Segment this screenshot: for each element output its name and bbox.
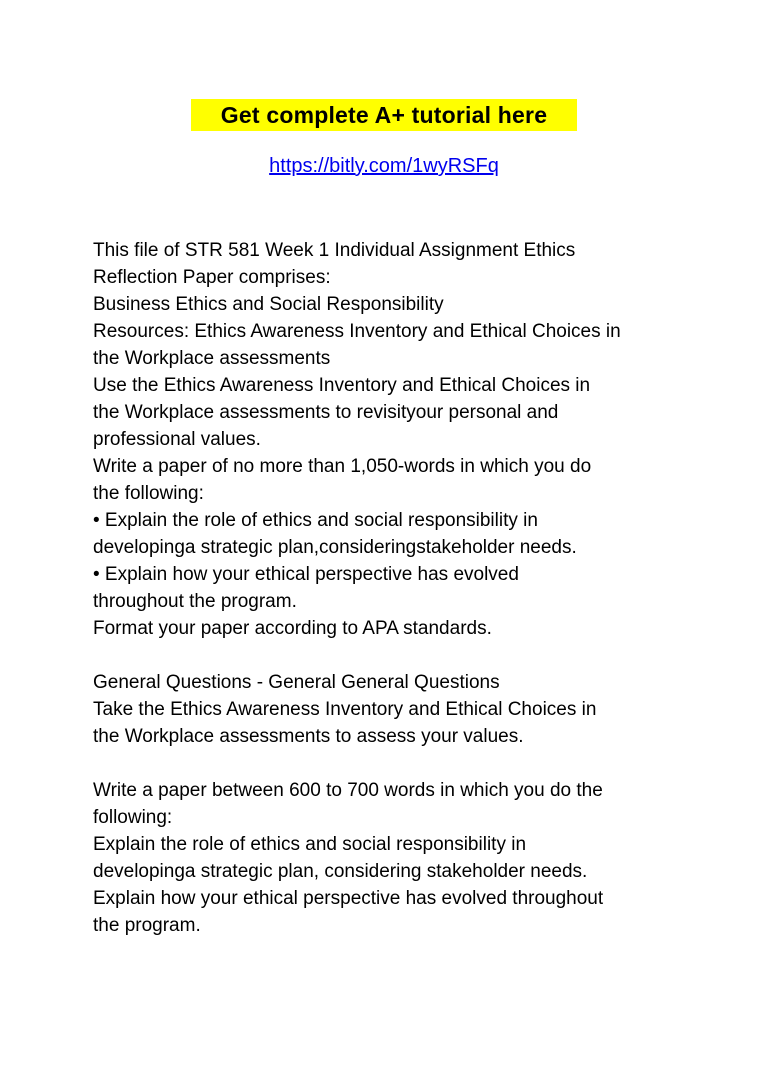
text-line: following: [93,807,173,828]
text-line: the following: [93,483,204,504]
text-line: Take the Ethics Awareness Inventory and Ethical Choices in [93,699,597,720]
text-line: Explain the role of ethics and social responsibility in [93,834,527,855]
text-line: Format your paper according to APA standards. [93,618,492,639]
section-general-questions [93,669,733,750]
page-title: Get complete A+ tutorial here [191,99,577,131]
text-line: Write a paper of no more than 1,050-words in which you do [93,456,592,477]
text-line: Resources: Ethics Awareness Inventory and Ethical Choices in [93,321,621,342]
text-line: professional values. [93,429,261,450]
text-line: developinga strategic plan, considering stakeholder needs. [93,861,588,882]
section-paper-instructions [93,777,733,939]
section-assignment [93,237,733,642]
document-body [93,237,733,939]
text-line: This file of STR 581 Week 1 Individual Assignment Ethics [93,240,576,261]
text-line: Write a paper between 600 to 700 words in which you do the [93,780,603,801]
text-line: throughout the program. [93,591,297,612]
text-line: General Questions - General General Questions [93,672,500,693]
paragraph-gap [93,750,733,777]
text-line: developinga strategic plan,consideringstakeholder needs. [93,537,577,558]
text-line: Explain how your ethical perspective has evolved throughout [93,888,604,909]
text-line: Use the Ethics Awareness Inventory and Ethical Choices in [93,375,591,396]
text-line: the program. [93,915,201,936]
bullet-line: • Explain how your ethical perspective has evolved [93,564,519,585]
paragraph-gap [93,642,733,669]
text-line: Business Ethics and Social Responsibility [93,294,444,315]
tutorial-link[interactable]: https://bitly.com/1wyRSFq [269,155,499,177]
text-line: the Workplace assessments [93,348,331,369]
bullet-line: • Explain the role of ethics and social responsibility in [93,510,538,531]
text-line: the Workplace assessments to assess your values. [93,726,524,747]
text-line: Reflection Paper comprises: [93,267,331,288]
text-line: the Workplace assessments to revisityour personal and [93,402,559,423]
